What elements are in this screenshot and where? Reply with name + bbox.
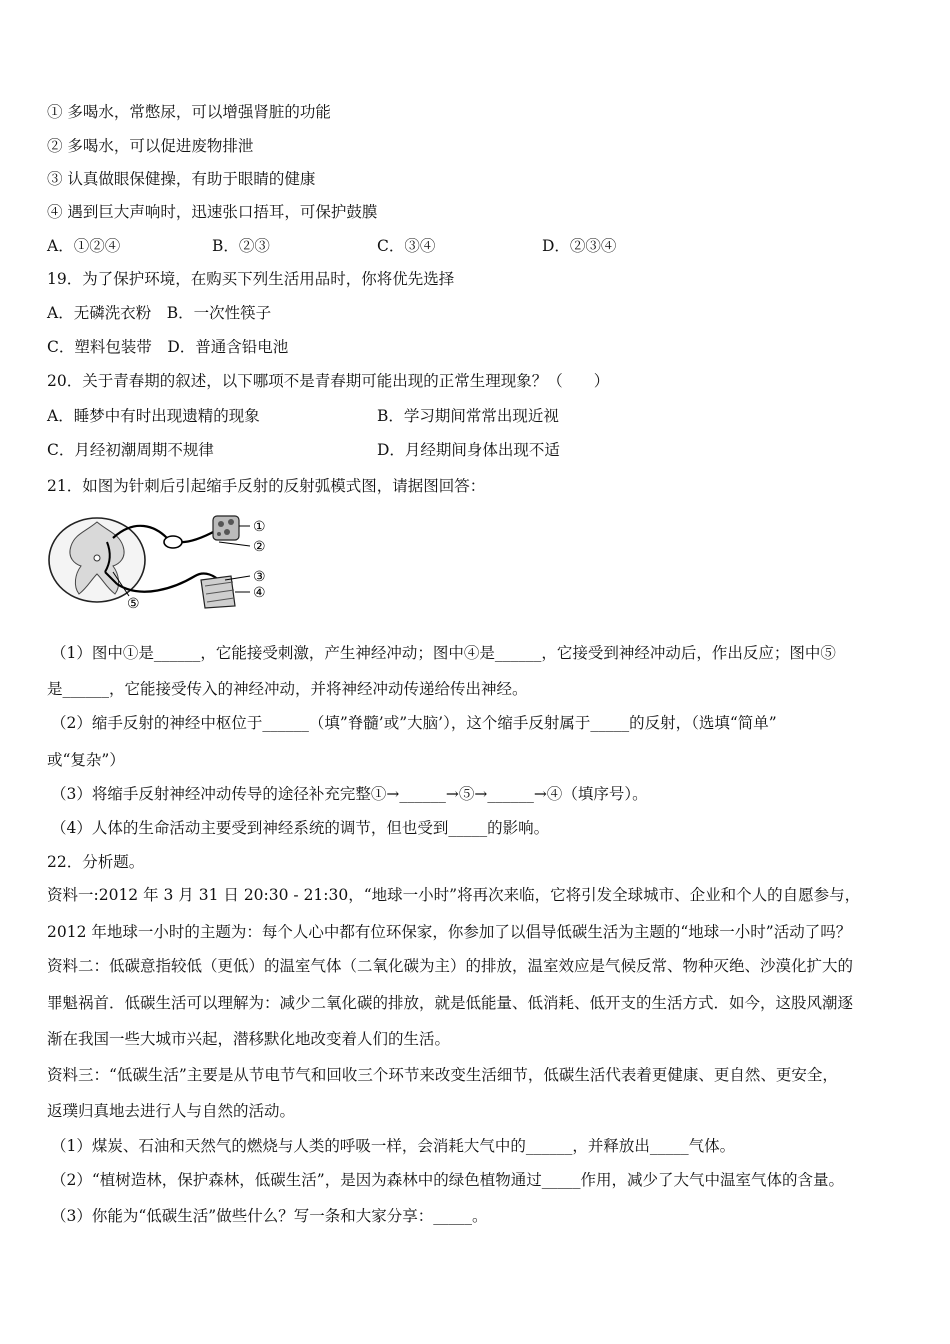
q19-options-row2: C．塑料包装带 D．普通含铅电池 (47, 338, 289, 356)
statement-4: ④ 遇到巨大声响时，迅速张口捂耳，可保护鼓膜 (47, 203, 378, 221)
q22-material2-line2: 罪魁祸首．低碳生活可以理解为：减少二氧化碳的排放，就是低能量、低消耗、低开支的生活方式．如今，这股风潮逐 (47, 994, 854, 1012)
q19-stem: 19．为了保护环境，在购买下列生活用品时，你将优先选择 (47, 270, 455, 288)
q20-option-b: B．学习期间常常出现近视 (377, 407, 559, 425)
q22-stem: 22．分析题。 (47, 853, 145, 871)
q22-sub3: （3）你能为“低碳生活”做些什么？写一条和大家分享：_____。 (51, 1207, 488, 1225)
q22-material3-line2: 返璞归真地去进行人与自然的活动。 (47, 1102, 296, 1120)
q22-sub2: （2）“植树造林，保护森林，低碳生活”，是因为森林中的绿色植物通过_____作用，减少了大气中温室气体的含量。 (51, 1171, 844, 1189)
q21-part4: （4）人体的生命活动主要受到神经系统的调节，但也受到_____的影响。 (51, 819, 550, 837)
q20-option-d: D．月经期间身体出现不适 (377, 441, 560, 459)
q19-options-row1: A．无磷洗衣粉 B．一次性筷子 (47, 304, 272, 322)
q20-option-c: C．月经初潮周期不规律 (47, 441, 214, 459)
q21-part1-line2: 是______，它能接受传入的神经冲动，并将神经冲动传递给传出神经。 (47, 680, 528, 698)
q18-option-d: D．②③④ (542, 237, 617, 255)
figure-label-1: ① (253, 519, 266, 535)
figure-label-4: ④ (253, 585, 266, 601)
q22-sub1: （1）煤炭、石油和天然气的燃烧与人类的呼吸一样，会消耗大气中的______，并释放出_____气体。 (51, 1137, 736, 1155)
q20-stem: 20．关于青春期的叙述，以下哪项不是青春期可能出现的正常生理现象？（ ） (47, 372, 610, 390)
figure-label-5: ⑤ (127, 596, 140, 612)
q22-material1-line2: 2012 年地球一小时的主题为：每个人心中都有位环保家，你参加了以倡导低碳生活为主题的“地球一小时”活动了吗？ (47, 923, 852, 941)
statement-2: ② 多喝水，可以促进废物排泄 (47, 137, 254, 155)
q22-material2-line1: 资料二：低碳意指较低（更低）的温室气体（二氧化碳为主）的排放，温室效应是气候反常、物种灭绝、沙漠化扩大的 (47, 957, 854, 975)
q21-stem: 21．如图为针刺后引起缩手反射的反射弧模式图，请据图回答： (47, 477, 486, 495)
q21-part2-line2: 或“复杂”） (47, 751, 125, 769)
q22-material3-line1: 资料三：“低碳生活”主要是从节电节气和回收三个环节来改变生活细节，低碳生活代表着更健康、更自然、更安全， (47, 1066, 838, 1084)
q18-option-c: C．③④ (377, 237, 436, 255)
figure-label-3: ③ (253, 569, 266, 585)
q21-part1-line1: （1）图中①是______，它能接受刺激，产生神经冲动；图中④是______，它接受到神经冲动后，作出反应；图中⑤ (51, 644, 836, 662)
q18-option-b: B．②③ (212, 237, 270, 255)
figure-label-2: ② (253, 539, 266, 555)
statement-1: ① 多喝水，常憋尿，可以增强肾脏的功能 (47, 103, 331, 121)
q21-part3: （3）将缩手反射神经冲动传导的途径补充完整①→______→⑤→______→④（填序号）。 (51, 785, 648, 803)
statement-3: ③ 认真做眼保健操，有助于眼睛的健康 (47, 170, 316, 188)
effector-muscle (201, 576, 235, 608)
q18-option-a: A．①②④ (47, 237, 121, 255)
q22-material1-line1: 资料一:2012 年 3 月 31 日 20:30 - 21:30，“地球一小时”将再次来临，它将引发全球城市、企业和个人的自愿参与， (47, 886, 861, 904)
q20-option-a: A．睡梦中有时出现遗精的现象 (47, 407, 260, 425)
q21-part2-line1: （2）缩手反射的神经中枢位于______（填”脊髓’或”大脑’），这个缩手反射属于_____的反射，（选填“简单” (51, 714, 777, 732)
reflex-arc-diagram (45, 508, 275, 612)
receptor-skin (213, 516, 239, 540)
q22-material2-line3: 渐在我国一些大城市兴起，潜移默化地改变着人们的生活。 (47, 1030, 451, 1048)
